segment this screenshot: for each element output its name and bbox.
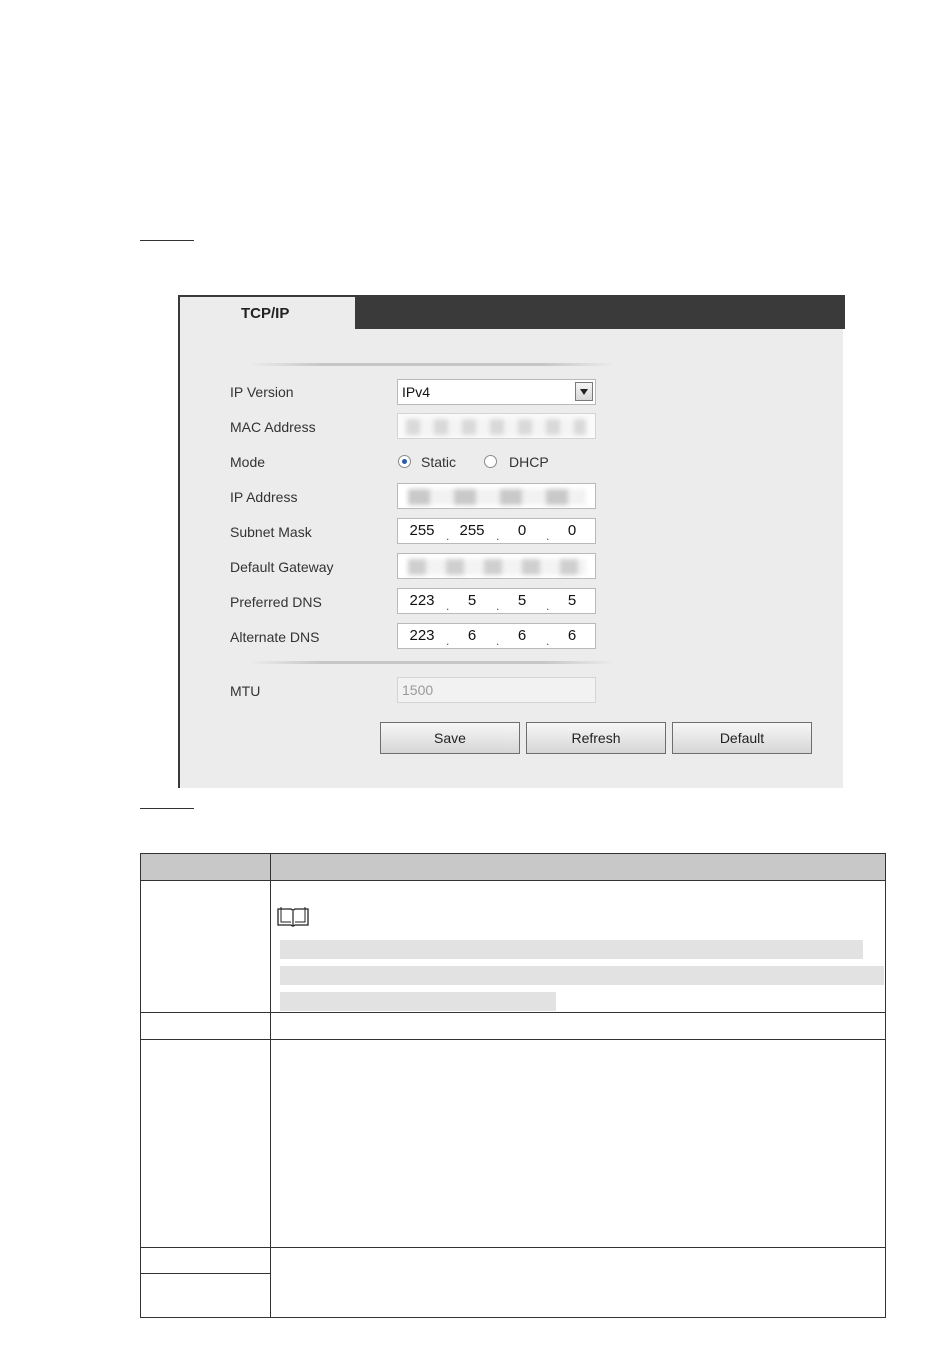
refresh-button[interactable]: Refresh bbox=[526, 722, 666, 754]
section-divider bbox=[250, 363, 615, 366]
radio-static[interactable] bbox=[398, 455, 411, 468]
default-button[interactable]: Default bbox=[672, 722, 812, 754]
subnet-mask-field[interactable] bbox=[397, 518, 596, 544]
table-border bbox=[140, 880, 886, 881]
octet-separator: . bbox=[546, 529, 550, 543]
redacted-note-line bbox=[280, 992, 556, 1011]
table-border bbox=[140, 853, 141, 1318]
default-gateway-field[interactable] bbox=[397, 553, 596, 579]
tab-tcpip[interactable]: TCP/IP bbox=[180, 297, 355, 330]
octet-separator: . bbox=[496, 529, 500, 543]
step-marker-1 bbox=[140, 240, 194, 241]
save-button[interactable]: Save bbox=[380, 722, 520, 754]
ip-version-value: IPv4 bbox=[402, 384, 431, 400]
tcpip-panel bbox=[178, 295, 843, 788]
pdns-octet-4[interactable]: 5 bbox=[567, 592, 577, 609]
ip-address-field[interactable] bbox=[397, 483, 596, 509]
ip-address-label: IP Address bbox=[230, 489, 298, 505]
table-border bbox=[140, 1012, 886, 1013]
octet-separator: . bbox=[546, 634, 550, 648]
preferred-dns-label: Preferred DNS bbox=[230, 594, 322, 610]
default-gateway-label: Default Gateway bbox=[230, 559, 334, 575]
octet-separator: . bbox=[496, 634, 500, 648]
table-border bbox=[140, 1039, 886, 1040]
redacted-ip bbox=[408, 489, 586, 505]
pdns-octet-1[interactable]: 223 bbox=[409, 592, 435, 609]
adns-octet-4[interactable]: 6 bbox=[567, 627, 577, 644]
chevron-down-icon[interactable] bbox=[575, 382, 593, 401]
radio-static-label: Static bbox=[421, 454, 457, 470]
subnet-octet-3[interactable]: 0 bbox=[517, 522, 527, 539]
ip-version-label: IP Version bbox=[230, 384, 294, 400]
subnet-octet-4[interactable]: 0 bbox=[567, 522, 577, 539]
preferred-dns-field[interactable] bbox=[397, 588, 596, 614]
section-divider bbox=[250, 661, 615, 664]
table-border bbox=[140, 1247, 886, 1248]
radio-dhcp-label: DHCP bbox=[509, 454, 549, 470]
mtu-value: 1500 bbox=[402, 682, 434, 698]
table-border bbox=[270, 853, 271, 1318]
octet-separator: . bbox=[446, 599, 450, 613]
pdns-octet-2[interactable]: 5 bbox=[467, 592, 477, 609]
radio-dhcp[interactable] bbox=[484, 455, 497, 468]
table-border bbox=[140, 1273, 271, 1274]
subnet-mask-label: Subnet Mask bbox=[230, 524, 312, 540]
table-border bbox=[140, 1317, 886, 1318]
book-icon bbox=[276, 905, 310, 929]
adns-octet-2[interactable]: 6 bbox=[467, 627, 477, 644]
mac-address-field bbox=[397, 413, 596, 439]
mode-label: Mode bbox=[230, 454, 266, 470]
redacted-gateway bbox=[408, 559, 586, 575]
subnet-octet-2[interactable]: 255 bbox=[459, 522, 485, 539]
subnet-octet-1[interactable]: 255 bbox=[409, 522, 435, 539]
table-header-row bbox=[140, 853, 886, 880]
mac-address-label: MAC Address bbox=[230, 419, 316, 435]
mtu-field bbox=[397, 677, 596, 703]
adns-octet-3[interactable]: 6 bbox=[517, 627, 527, 644]
adns-octet-1[interactable]: 223 bbox=[409, 627, 435, 644]
mtu-label: MTU bbox=[230, 683, 261, 699]
redacted-note-line bbox=[280, 966, 884, 985]
octet-separator: . bbox=[446, 529, 450, 543]
step-marker-2 bbox=[140, 808, 194, 809]
ip-version-select[interactable] bbox=[397, 379, 596, 405]
alternate-dns-label: Alternate DNS bbox=[230, 629, 320, 645]
table-border bbox=[140, 853, 886, 854]
table-border bbox=[885, 853, 886, 1318]
redacted-mac bbox=[406, 419, 586, 435]
octet-separator: . bbox=[446, 634, 450, 648]
pdns-octet-3[interactable]: 5 bbox=[517, 592, 527, 609]
alternate-dns-field[interactable] bbox=[397, 623, 596, 649]
redacted-note-line bbox=[280, 940, 863, 959]
octet-separator: . bbox=[546, 599, 550, 613]
octet-separator: . bbox=[496, 599, 500, 613]
